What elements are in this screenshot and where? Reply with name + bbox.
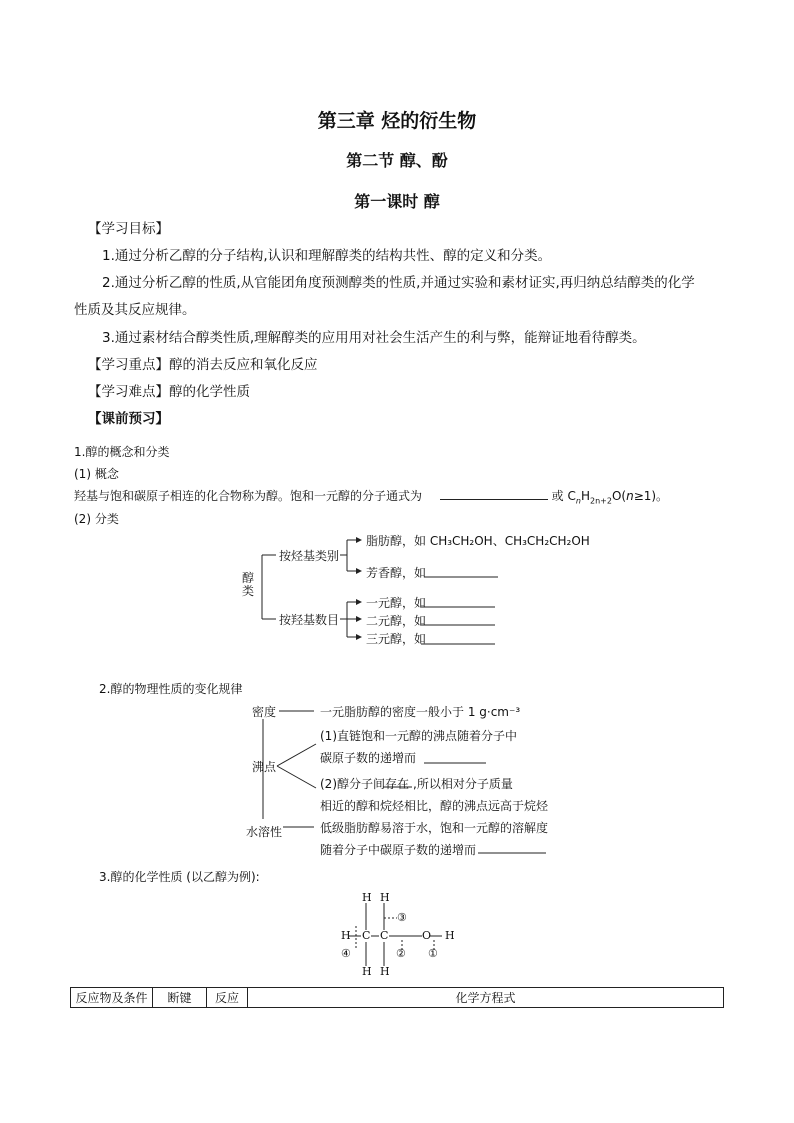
tree-leaf-2b: 二元醇，如 <box>366 614 427 628</box>
bond-mark-4: ④ <box>341 947 351 960</box>
struct-c-2: C <box>380 929 389 942</box>
reaction-table <box>70 987 724 1008</box>
bp-2-line1a: (2)醇分子间存在 <box>320 777 409 791</box>
section-title: 第二节 醇、酚 <box>346 151 448 170</box>
formula-n-sub: n <box>575 496 581 506</box>
table-header-row <box>71 988 724 1008</box>
formula-h: H <box>580 489 590 503</box>
key-point: 【学习重点】醇的消去反应和氧化反应 <box>88 357 318 373</box>
bond-mark-3: ③ <box>397 911 407 924</box>
tree-leaf-2c: 三元醇，如 <box>366 632 427 646</box>
struct-h-left: H <box>341 929 351 942</box>
preview-heading: 【课前预习】 <box>88 411 169 427</box>
struct-c-1: C <box>362 929 371 942</box>
table-header-reactants: 反应物及条件 <box>71 988 153 1008</box>
bp-label: 沸点 <box>252 760 277 774</box>
formula-end: ≥1)。 <box>633 489 669 503</box>
tree-branch-2: 按羟基数目 <box>279 613 340 627</box>
tree-leaf-1a: 脂肪醇，如 CH₃CH₂OH、CH₃CH₂CH₂OH <box>366 534 590 548</box>
struct-h-bot-2: H <box>380 965 390 978</box>
goals-heading: 【学习目标】 <box>88 221 169 237</box>
q1-concept-text: 羟基与饱和碳原子相连的化合物称为醇。饱和一元醇的分子通式为 <box>74 489 423 503</box>
solubility-line2: 随着分子中碳原子数的递增而 <box>320 843 477 857</box>
bp-2-line1b: ,所以相对分子质量 <box>413 777 513 791</box>
solubility-line1: 低级脂肪醇易溶于水，饱和一元醇的溶解度 <box>320 821 549 835</box>
goal-2-line2: 性质及其反应规律。 <box>74 302 196 318</box>
struct-h-right: H <box>445 929 455 942</box>
density-label: 密度 <box>252 705 277 719</box>
difficult-point: 【学习难点】醇的化学性质 <box>88 384 250 400</box>
bp-1-line2: 碳原子数的递增而 <box>320 751 417 765</box>
q1-concept-label: (1) 概念 <box>74 467 119 481</box>
q1-concept-or: 或 C <box>551 489 576 503</box>
bp-2-line2: 相近的醇和烷烃相比，醇的沸点远高于烷烃 <box>320 799 549 813</box>
tree-leaf-2a: 一元醇，如 <box>366 596 427 610</box>
struct-h-top-1: H <box>362 891 372 904</box>
formula-h-sub: 2n+2 <box>589 496 612 506</box>
table-header-reaction: 反应 <box>207 988 248 1008</box>
chapter-title: 第三章 烃的衍生物 <box>317 110 477 132</box>
solubility-label: 水溶性 <box>246 825 283 839</box>
q1-class-label: (2) 分类 <box>74 512 119 526</box>
lesson-title: 第一课时 醇 <box>354 192 440 211</box>
tree-branch-1: 按烃基类别 <box>279 549 340 563</box>
struct-h-top-2: H <box>380 891 390 904</box>
formula-cond: n <box>626 489 634 503</box>
tree-leaf-1b: 芳香醇，如 <box>366 566 427 580</box>
struct-o: O <box>422 929 432 942</box>
goal-3: 3.通过素材结合醇类性质,理解醇类的应用用对社会生活产生的利与弊，能辩证地看待醇类。 <box>102 330 646 346</box>
q1-title: 1.醇的概念和分类 <box>74 445 170 459</box>
q3-title: 3.醇的化学性质 (以乙醇为例): <box>99 870 260 884</box>
q2-title: 2.醇的物理性质的变化规律 <box>99 682 243 696</box>
formula-o: O( <box>611 489 627 503</box>
struct-h-bot-1: H <box>362 965 372 978</box>
density-text: 一元脂肪醇的密度一般小于 1 g·cm⁻³ <box>320 705 521 719</box>
table-header-bond-break: 断键 <box>153 988 207 1008</box>
goal-2-line1: 2.通过分析乙醇的性质,从官能团角度预测醇类的性质,并通过实验和素材证实,再归纳总结醇类的化学 <box>102 275 695 291</box>
bp-1-line1: (1)直链饱和一元醇的沸点随着分子中 <box>320 729 517 743</box>
goal-1: 1.通过分析乙醇的分子结构,认识和理解醇类的结构共性、醇的定义和分类。 <box>102 248 552 264</box>
bond-mark-2: ② <box>396 947 406 960</box>
table-header-equation: 化学方程式 <box>248 988 724 1008</box>
tree-root: 醇类 <box>242 571 255 598</box>
bond-mark-1: ① <box>428 947 438 960</box>
